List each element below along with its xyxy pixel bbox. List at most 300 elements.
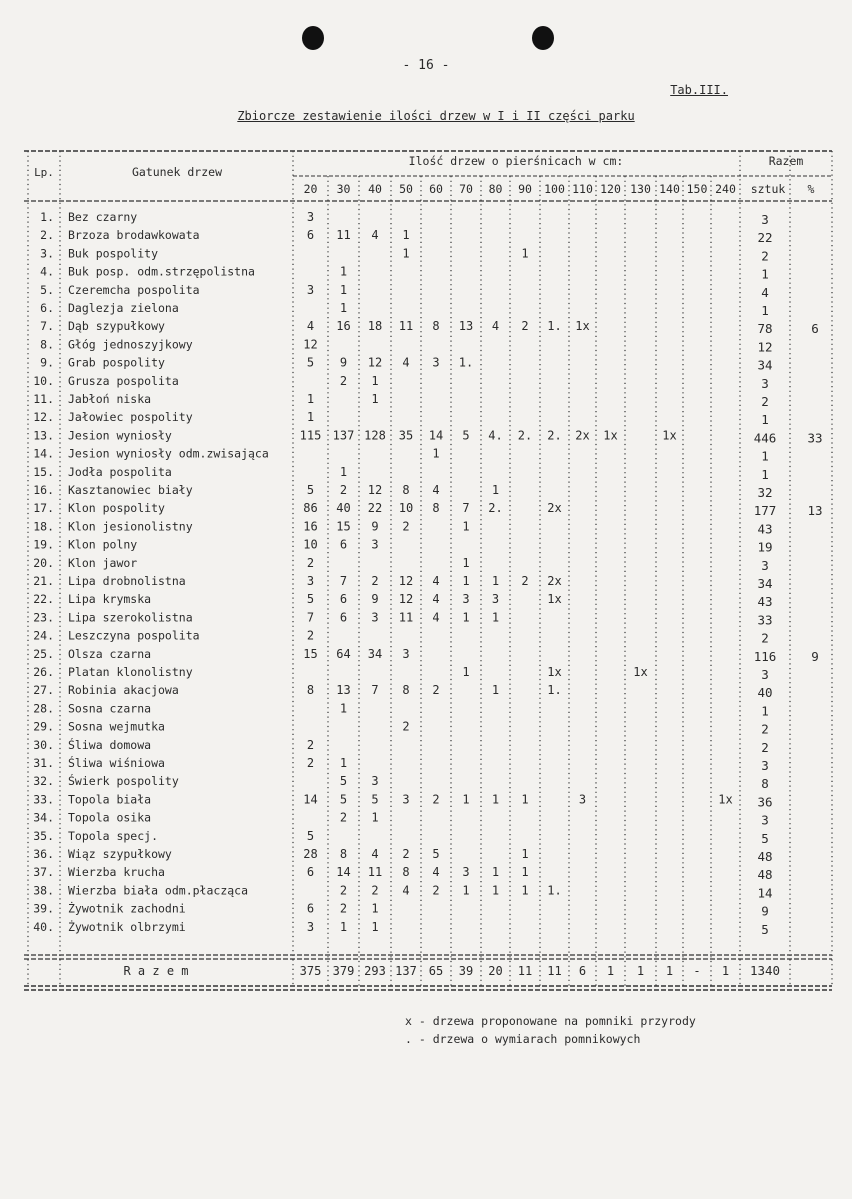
row-girth-count: 4 bbox=[432, 592, 440, 607]
row-lp: 39. bbox=[33, 901, 54, 916]
total-row-count: 6 bbox=[578, 964, 587, 978]
row-girth-count: 2x bbox=[547, 501, 562, 516]
row-total-count: 5 bbox=[761, 921, 769, 937]
total-row-count: 293 bbox=[364, 964, 386, 978]
row-girth-count: 64 bbox=[336, 646, 351, 661]
total-row-count: 65 bbox=[428, 964, 444, 978]
row-girth-count: 2x bbox=[547, 574, 562, 588]
row-total-percent: 33 bbox=[807, 430, 823, 446]
row-total-count: 48 bbox=[757, 849, 773, 864]
row-girth-count: 9 bbox=[339, 355, 348, 370]
table-reference: Tab.III. bbox=[670, 83, 728, 97]
header-girth-class: 70 bbox=[459, 182, 473, 196]
row-girth-count: 1 bbox=[462, 574, 470, 588]
row-lp: 40. bbox=[33, 919, 54, 934]
row-lp: 3. bbox=[40, 246, 54, 261]
row-girth-count: 7 bbox=[339, 574, 348, 588]
row-girth-count: 15 bbox=[303, 646, 318, 661]
row-lp: 6. bbox=[40, 301, 54, 315]
row-girth-count: 1 bbox=[339, 264, 348, 279]
row-girth-count: 2. bbox=[547, 428, 562, 443]
row-girth-count: 6 bbox=[339, 592, 348, 607]
row-girth-count: 1 bbox=[339, 464, 348, 479]
row-lp: 10. bbox=[33, 373, 54, 388]
row-girth-count: 8 bbox=[432, 319, 440, 334]
row-girth-count: 2 bbox=[339, 883, 348, 898]
row-girth-count: 1 bbox=[462, 610, 470, 625]
row-lp: 37. bbox=[33, 865, 54, 880]
row-total-count: 2 bbox=[761, 248, 769, 264]
row-species-name: Leszczyna pospolita bbox=[68, 628, 200, 643]
row-lp: 16. bbox=[33, 483, 54, 497]
row-girth-count: 1x bbox=[547, 592, 562, 607]
row-species-name: Żywotnik zachodni bbox=[68, 901, 186, 916]
row-lp: 13. bbox=[33, 428, 54, 443]
row-girth-count: 2 bbox=[521, 574, 529, 588]
header-lp: Lp. bbox=[34, 166, 54, 179]
row-girth-count: 1 bbox=[491, 483, 500, 497]
row-girth-count: 2 bbox=[521, 319, 529, 334]
header-girth-class: 30 bbox=[336, 182, 351, 196]
row-species-name: Lipa szerokolistna bbox=[68, 610, 193, 625]
row-total-count: 2 bbox=[761, 630, 769, 646]
row-species-name: Grusza pospolita bbox=[68, 373, 179, 388]
row-total-count: 3 bbox=[761, 557, 769, 573]
row-lp: 14. bbox=[33, 446, 54, 461]
row-lp: 5. bbox=[40, 282, 54, 297]
row-total-count: 3 bbox=[761, 667, 769, 682]
row-girth-count: 1 bbox=[339, 756, 348, 770]
row-girth-count: 5 bbox=[432, 847, 440, 861]
row-species-name: Topola osika bbox=[68, 810, 152, 825]
row-species-name: Śliwa domowa bbox=[68, 737, 152, 752]
row-total-count: 12 bbox=[757, 339, 773, 355]
row-lp: 30. bbox=[33, 737, 54, 752]
row-lp: 21. bbox=[33, 574, 54, 588]
table-title: Zbiorcze zestawienie ilości drzew w I i II części parku bbox=[237, 109, 635, 123]
row-girth-count: 2 bbox=[432, 792, 440, 807]
row-total-count: 1 bbox=[761, 412, 769, 428]
row-lp: 2. bbox=[40, 228, 54, 243]
row-girth-count: 8 bbox=[402, 865, 410, 880]
row-girth-count: 3 bbox=[371, 774, 379, 789]
row-girth-count: 1 bbox=[462, 883, 470, 898]
row-lp: 4. bbox=[40, 264, 54, 279]
total-row-count: 137 bbox=[395, 964, 417, 978]
row-total-count: 48 bbox=[757, 867, 773, 883]
row-girth-count: 2 bbox=[432, 883, 440, 898]
row-total-count: 3 bbox=[761, 758, 769, 773]
row-species-name: Jałowiec pospolity bbox=[68, 410, 193, 425]
row-total-count: 32 bbox=[757, 485, 773, 500]
row-girth-count: 1 bbox=[521, 847, 529, 861]
row-girth-count: 3 bbox=[402, 792, 410, 807]
row-species-name: Wierzba biała odm.płacząca bbox=[68, 883, 249, 898]
row-girth-count: 3 bbox=[371, 610, 379, 625]
row-lp: 34. bbox=[33, 810, 54, 825]
row-lp: 22. bbox=[33, 592, 54, 607]
row-girth-count: 5 bbox=[371, 792, 379, 807]
row-lp: 23. bbox=[33, 610, 54, 625]
row-girth-count: 1 bbox=[402, 228, 410, 243]
row-girth-count: 9 bbox=[371, 519, 379, 534]
row-girth-count: 4 bbox=[432, 610, 440, 625]
header-total-group: Razem bbox=[768, 154, 804, 168]
row-girth-count: 13 bbox=[458, 319, 474, 334]
row-girth-count: 1. bbox=[458, 355, 474, 370]
row-girth-count: 11 bbox=[367, 865, 383, 880]
header-girth-class: 100 bbox=[544, 182, 565, 196]
header-girth-class: 150 bbox=[686, 182, 708, 196]
row-girth-count: 1. bbox=[547, 883, 562, 898]
row-total-count: 34 bbox=[757, 576, 773, 591]
row-girth-count: 12 bbox=[398, 592, 414, 607]
row-species-name: Żywotnik olbrzymi bbox=[68, 919, 186, 934]
row-girth-count: 2 bbox=[339, 373, 348, 388]
row-girth-count: 14 bbox=[303, 792, 318, 807]
row-girth-count: 1x bbox=[633, 665, 648, 679]
row-girth-count: 28 bbox=[303, 847, 318, 861]
header-girth-class: 60 bbox=[429, 182, 443, 196]
row-species-name: Klon polny bbox=[68, 537, 138, 552]
header-girth-class: 120 bbox=[600, 182, 621, 196]
row-girth-count: 1 bbox=[339, 282, 348, 297]
row-girth-count: 1 bbox=[306, 392, 315, 406]
row-girth-count: 4 bbox=[371, 847, 379, 861]
row-total-count: 1 bbox=[761, 303, 769, 318]
row-species-name: Czeremcha pospolita bbox=[68, 282, 200, 297]
row-total-count: 5 bbox=[761, 830, 769, 846]
row-girth-count: 2x bbox=[575, 428, 590, 443]
row-girth-count: 7 bbox=[371, 683, 379, 698]
row-girth-count: 2 bbox=[339, 483, 348, 497]
header-percent: % bbox=[807, 182, 815, 196]
row-species-name: Klon pospolity bbox=[68, 501, 165, 516]
row-girth-count: 2 bbox=[402, 519, 410, 534]
row-species-name: Brzoza brodawkowata bbox=[68, 228, 200, 243]
row-total-count: 34 bbox=[757, 357, 773, 373]
row-girth-count: 12 bbox=[398, 574, 414, 588]
row-total-count: 4 bbox=[761, 284, 769, 300]
row-girth-count: 1x bbox=[603, 428, 618, 443]
total-row-count: 20 bbox=[488, 964, 503, 978]
row-girth-count: 4 bbox=[491, 319, 500, 334]
row-total-count: 78 bbox=[757, 321, 773, 337]
total-row-count: 1 bbox=[721, 964, 730, 978]
row-girth-count: 8 bbox=[402, 483, 410, 497]
row-girth-count: 1 bbox=[462, 792, 470, 807]
row-species-name: Bez czarny bbox=[68, 210, 138, 224]
row-lp: 35. bbox=[33, 828, 54, 843]
row-girth-count: 1 bbox=[521, 883, 529, 898]
row-girth-count: 1 bbox=[462, 519, 470, 534]
row-girth-count: 2. bbox=[517, 428, 533, 443]
row-girth-count: 5 bbox=[306, 483, 315, 497]
row-girth-count: 13 bbox=[336, 683, 351, 698]
row-girth-count: 11 bbox=[336, 228, 351, 243]
row-total-count: 14 bbox=[757, 885, 773, 901]
row-girth-count: 1 bbox=[521, 865, 529, 880]
header-girth-class: 80 bbox=[488, 182, 503, 196]
row-girth-count: 1x bbox=[547, 665, 562, 679]
row-total-count: 40 bbox=[757, 685, 773, 701]
row-girth-count: 10 bbox=[398, 501, 414, 516]
row-species-name: Sosna czarna bbox=[68, 701, 152, 716]
row-lp: 7. bbox=[40, 319, 54, 334]
row-total-count: 3 bbox=[761, 812, 769, 828]
row-lp: 11. bbox=[33, 392, 54, 406]
row-species-name: Świerk pospolity bbox=[68, 774, 179, 789]
header-girth-class: 40 bbox=[368, 182, 382, 196]
row-species-name: Jesion wyniosły odm.zwisająca bbox=[68, 446, 269, 461]
row-species-name: Lipa krymska bbox=[68, 592, 152, 607]
row-total-count: 22 bbox=[757, 230, 773, 246]
row-species-name: Kasztanowiec biały bbox=[68, 483, 193, 497]
row-species-name: Głóg jednoszyjkowy bbox=[68, 337, 193, 352]
row-girth-count: 1 bbox=[491, 883, 500, 898]
header-girth-class: 140 bbox=[659, 182, 680, 196]
legend-dot: . - drzewa o wymiarach pomnikowych bbox=[405, 1032, 641, 1046]
total-row-count: 1 bbox=[665, 964, 674, 978]
row-girth-count: 4 bbox=[432, 574, 440, 588]
row-girth-count: 1 bbox=[306, 410, 315, 425]
row-girth-count: 8 bbox=[432, 501, 440, 516]
row-girth-count: 3 bbox=[306, 282, 315, 297]
row-girth-count: 5 bbox=[306, 828, 315, 843]
row-girth-count: 1 bbox=[339, 919, 348, 934]
row-girth-count: 1. bbox=[547, 683, 562, 698]
row-lp: 20. bbox=[33, 555, 54, 570]
row-species-name: Platan klonolistny bbox=[68, 665, 193, 679]
total-row-count: 375 bbox=[299, 964, 322, 978]
row-total-count: 8 bbox=[761, 776, 769, 792]
row-total-count: 3 bbox=[761, 212, 769, 227]
row-girth-count: 2 bbox=[371, 574, 379, 588]
row-girth-count: 4 bbox=[402, 355, 410, 370]
row-girth-count: 2 bbox=[339, 810, 348, 825]
row-species-name: Buk pospolity bbox=[68, 246, 159, 261]
row-lp: 19. bbox=[33, 537, 54, 552]
row-girth-count: 1 bbox=[491, 792, 500, 807]
row-girth-count: 3 bbox=[432, 355, 440, 370]
row-total-count: 43 bbox=[757, 521, 773, 537]
row-girth-count: 6 bbox=[339, 610, 348, 625]
row-girth-count: 2 bbox=[306, 756, 315, 770]
row-total-count: 43 bbox=[757, 594, 773, 610]
row-girth-count: 15 bbox=[336, 519, 351, 534]
row-girth-count: 1 bbox=[491, 610, 500, 625]
row-girth-count: 11 bbox=[398, 319, 414, 334]
row-girth-count: 1 bbox=[371, 392, 379, 406]
row-girth-count: 1 bbox=[371, 373, 379, 388]
row-species-name: Topola specj. bbox=[68, 828, 159, 843]
row-lp: 15. bbox=[33, 464, 54, 479]
row-girth-count: 14 bbox=[428, 428, 444, 443]
row-girth-count: 3 bbox=[306, 919, 315, 934]
row-total-count: 116 bbox=[753, 648, 777, 664]
header-girth-class: 110 bbox=[572, 182, 593, 196]
row-girth-count: 1 bbox=[491, 574, 500, 588]
row-species-name: Grab pospolity bbox=[68, 355, 165, 370]
legend-x: x - drzewa proponowane na pomniki przyrody bbox=[405, 1014, 696, 1028]
row-lp: 24. bbox=[33, 628, 54, 643]
row-girth-count: 4 bbox=[306, 319, 315, 334]
page-number: - 16 - bbox=[402, 58, 450, 73]
row-girth-count: 14 bbox=[336, 865, 351, 880]
row-total-percent: 9 bbox=[811, 648, 819, 664]
row-girth-count: 5 bbox=[339, 792, 348, 807]
header-girth-class: 90 bbox=[518, 182, 532, 196]
row-girth-count: 12 bbox=[367, 355, 383, 370]
header-girth-class: 50 bbox=[399, 182, 413, 196]
row-species-name: Wiąz szypułkowy bbox=[68, 847, 172, 861]
row-species-name: Klon jesionolistny bbox=[68, 519, 193, 534]
header-girth-class: 130 bbox=[630, 182, 651, 196]
total-row-count: - bbox=[693, 964, 701, 978]
row-species-name: Śliwa wiśniowa bbox=[68, 756, 165, 770]
row-girth-count: 4 bbox=[371, 228, 379, 243]
row-girth-count: 3 bbox=[371, 537, 379, 552]
row-lp: 12. bbox=[33, 410, 54, 425]
row-girth-count: 2 bbox=[306, 555, 315, 570]
row-lp: 32. bbox=[33, 774, 54, 789]
row-girth-count: 4 bbox=[432, 865, 440, 880]
row-girth-count: 3 bbox=[491, 592, 500, 607]
row-girth-count: 1 bbox=[402, 246, 410, 261]
total-row-count: 39 bbox=[458, 964, 474, 978]
row-girth-count: 3 bbox=[462, 592, 470, 607]
row-total-count: 2 bbox=[761, 721, 769, 737]
row-girth-count: 1x bbox=[575, 319, 590, 334]
row-girth-count: 1 bbox=[339, 301, 348, 315]
row-girth-count: 5 bbox=[306, 592, 315, 607]
row-girth-count: 2 bbox=[432, 683, 440, 698]
row-girth-count: 11 bbox=[398, 610, 414, 625]
row-girth-count: 2. bbox=[488, 501, 503, 516]
row-girth-count: 1 bbox=[521, 792, 529, 807]
total-row-sum: 1340 bbox=[749, 963, 781, 978]
row-girth-count: 8 bbox=[339, 847, 348, 861]
row-species-name: Topola biała bbox=[68, 792, 152, 807]
row-girth-count: 4 bbox=[432, 483, 440, 497]
row-lp: 31. bbox=[33, 756, 54, 770]
row-girth-count: 1 bbox=[371, 810, 379, 825]
row-species-name: Dąb szypułkowy bbox=[68, 319, 165, 334]
row-lp: 18. bbox=[33, 519, 54, 534]
row-girth-count: 7 bbox=[462, 501, 470, 516]
row-lp: 38. bbox=[33, 883, 54, 898]
total-row-count: 1 bbox=[636, 964, 645, 978]
row-girth-count: 3 bbox=[462, 865, 470, 880]
header-girth-group: Ilość drzew o pierśnicach w cm: bbox=[408, 154, 624, 168]
total-row-label: R a z e m bbox=[123, 964, 189, 978]
row-girth-count: 1 bbox=[432, 446, 440, 461]
row-girth-count: 4. bbox=[488, 428, 503, 443]
row-girth-count: 1x bbox=[718, 792, 733, 807]
row-girth-count: 3 bbox=[578, 792, 587, 807]
row-lp: 8. bbox=[40, 337, 54, 352]
row-girth-count: 5 bbox=[339, 774, 348, 789]
row-girth-count: 6 bbox=[339, 537, 348, 552]
row-lp: 1. bbox=[40, 210, 54, 224]
row-total-count: 446 bbox=[753, 430, 777, 446]
row-girth-count: 1 bbox=[491, 865, 500, 880]
row-total-count: 1 bbox=[761, 466, 769, 482]
row-girth-count: 6 bbox=[306, 865, 315, 880]
row-girth-count: 128 bbox=[364, 428, 386, 443]
row-total-count: 2 bbox=[761, 739, 769, 755]
header-girth-class: 240 bbox=[715, 182, 736, 196]
row-girth-count: 4 bbox=[402, 883, 410, 898]
row-girth-count: 3 bbox=[402, 646, 410, 661]
total-row-count: 1 bbox=[606, 964, 615, 978]
row-girth-count: 40 bbox=[336, 501, 351, 516]
row-girth-count: 2 bbox=[402, 847, 410, 861]
total-row-count: 11 bbox=[547, 964, 562, 978]
row-species-name: Klon jawor bbox=[68, 555, 138, 570]
row-total-count: 1 bbox=[761, 448, 769, 464]
row-total-count: 9 bbox=[761, 903, 769, 919]
row-species-name: Jabłoń niska bbox=[68, 392, 152, 406]
row-total-count: 36 bbox=[757, 794, 773, 810]
row-girth-count: 1 bbox=[491, 683, 500, 698]
row-girth-count: 16 bbox=[336, 319, 351, 334]
row-lp: 36. bbox=[33, 847, 54, 861]
row-girth-count: 7 bbox=[306, 610, 315, 625]
row-girth-count: 3 bbox=[306, 210, 315, 224]
header-sztuk: sztuk bbox=[750, 182, 786, 196]
row-girth-count: 1. bbox=[547, 319, 562, 334]
row-girth-count: 2 bbox=[306, 737, 315, 752]
row-girth-count: 2 bbox=[306, 628, 315, 643]
row-total-count: 1 bbox=[761, 703, 769, 719]
row-species-name: Robinia akacjowa bbox=[68, 683, 179, 698]
total-row-count: 11 bbox=[517, 964, 533, 978]
row-total-count: 177 bbox=[753, 503, 777, 519]
row-girth-count: 12 bbox=[303, 337, 318, 352]
row-species-name: Sosna wejmutka bbox=[68, 719, 165, 734]
row-total-count: 3 bbox=[761, 375, 769, 391]
row-girth-count: 6 bbox=[306, 228, 315, 243]
row-total-count: 33 bbox=[757, 612, 773, 628]
total-row-count: 379 bbox=[332, 964, 355, 978]
row-girth-count: 16 bbox=[303, 519, 318, 534]
row-lp: 29. bbox=[33, 719, 54, 734]
row-girth-count: 1x bbox=[662, 428, 677, 443]
row-girth-count: 12 bbox=[367, 483, 383, 497]
row-girth-count: 1 bbox=[521, 246, 529, 261]
row-lp: 33. bbox=[33, 792, 54, 807]
row-species-name: Jesion wyniosły bbox=[68, 428, 172, 443]
row-total-count: 2 bbox=[761, 394, 769, 409]
row-girth-count: 6 bbox=[306, 901, 315, 916]
row-lp: 17. bbox=[33, 501, 54, 516]
row-girth-count: 5 bbox=[306, 355, 315, 370]
row-total-count: 19 bbox=[757, 539, 773, 555]
row-girth-count: 137 bbox=[332, 428, 355, 443]
row-total-percent: 6 bbox=[811, 321, 819, 337]
row-girth-count: 2 bbox=[339, 901, 348, 916]
row-girth-count: 35 bbox=[398, 428, 414, 443]
row-species-name: Lipa drobnolistna bbox=[68, 574, 186, 588]
row-girth-count: 34 bbox=[367, 646, 383, 661]
row-girth-count: 18 bbox=[367, 319, 383, 334]
row-lp: 9. bbox=[40, 355, 54, 370]
row-girth-count: 2 bbox=[402, 719, 410, 734]
row-lp: 26. bbox=[33, 665, 54, 679]
row-species-name: Olsza czarna bbox=[68, 646, 152, 661]
row-girth-count: 1 bbox=[339, 701, 348, 716]
